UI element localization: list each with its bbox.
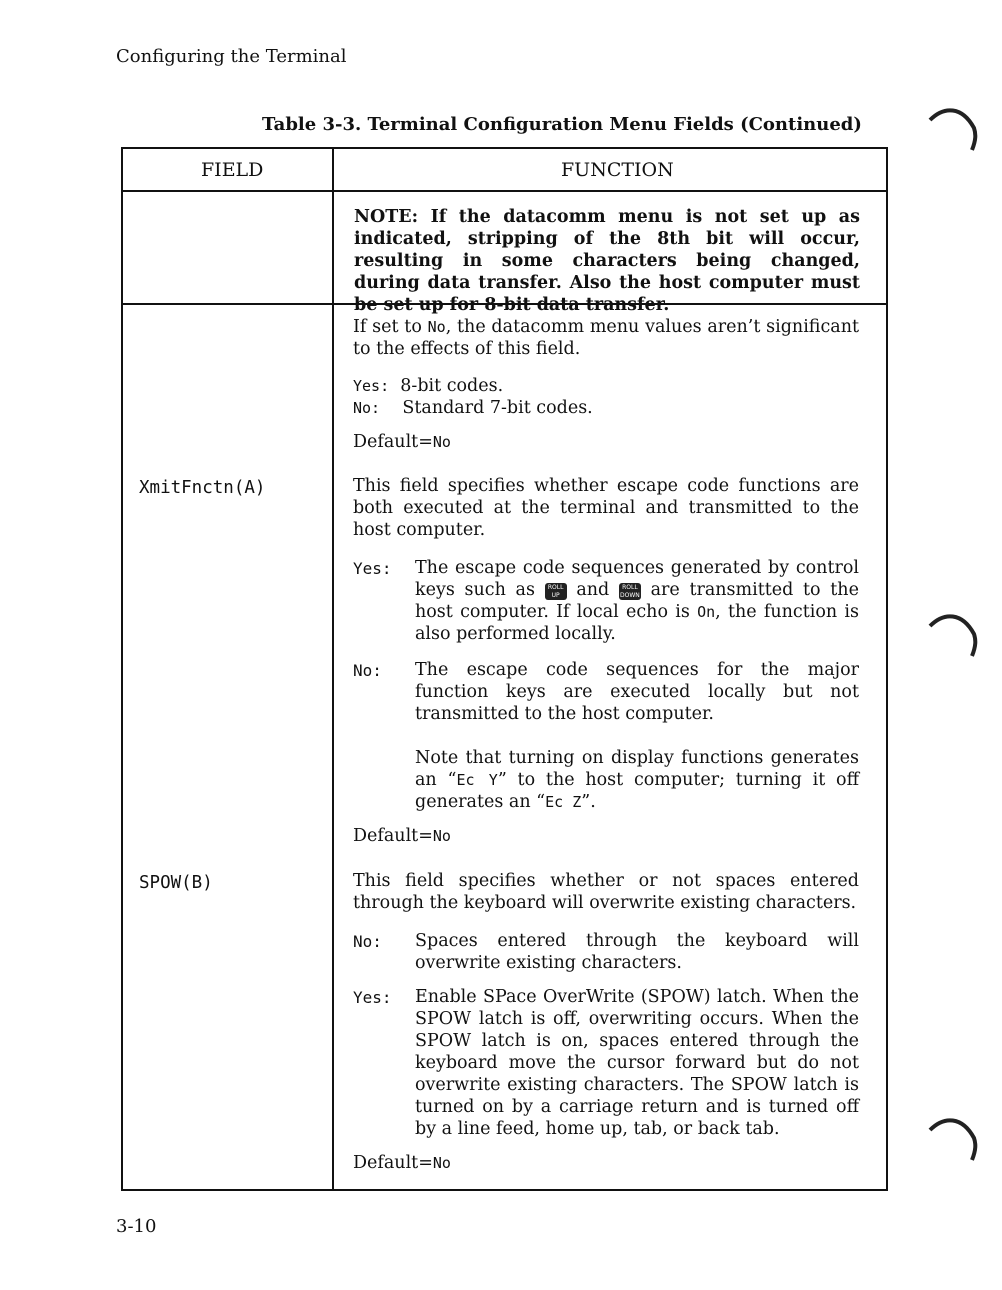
header-divider bbox=[123, 190, 886, 192]
row1-yes-label: Yes: bbox=[353, 559, 392, 578]
row0-default: Default=No bbox=[353, 432, 451, 452]
row2-no-label: No: bbox=[353, 932, 382, 951]
datacomm-note: NOTE: If the datacomm menu is not set up as indicated, stripping of the 8th bit will occur, resulting in some characters being changed, during data transfer. Also the host computer must be set up for 8-bit data transfer. bbox=[354, 207, 860, 315]
binding-mark bbox=[926, 1110, 982, 1166]
config-table bbox=[121, 147, 888, 1191]
row0-intro: If set to No, the datacomm menu values aren’t significant to the effects of this field. bbox=[353, 317, 859, 359]
running-header: Configuring the Terminal bbox=[116, 46, 347, 67]
row2-intro: This field specifies whether or not spaces entered through the keyboard will overwrite existing characters. bbox=[353, 871, 859, 913]
row2-no-desc: Spaces entered through the keyboard will overwrite existing characters. bbox=[415, 931, 859, 973]
row2-yes-label: Yes: bbox=[353, 988, 392, 1007]
row1-display-note: Note that turning on display functions generates an “Ec Y” to the host computer; turning it off generates an “Ec Z”. bbox=[415, 748, 860, 812]
table-caption: Table 3-3. Terminal Configuration Menu Fields (Continued) bbox=[262, 114, 862, 135]
row1-no-label: No: bbox=[353, 661, 382, 680]
row2-yes-desc: Enable SPace OverWrite (SPOW) latch. When the SPOW latch is off, overwriting occurs. When the SPOW latch is on, spaces entered through the keyboard move the cursor forward but do not overwrite existing characters. The SPOW latch is turned on by a carriage return and is turned off by a line feed, home up, tab, or back tab. bbox=[415, 987, 859, 1139]
column-header-function: FUNCTION bbox=[561, 159, 674, 181]
field-xmitfnctn: XmitFnctn(A) bbox=[139, 478, 266, 498]
field-spow: SPOW(B) bbox=[139, 873, 213, 893]
row1-yes-desc: The escape code sequences generated by control keys such as ROLL UP and ROLL DOWN are transmitted to the host computer. If local echo is On, the function is also performed locally. bbox=[415, 558, 859, 644]
roll-up-key-icon: ROLL UP bbox=[545, 583, 567, 600]
row2-default: Default=No bbox=[353, 1153, 451, 1173]
roll-down-key-icon: ROLL DOWN bbox=[620, 584, 640, 599]
row1-no-desc: The escape code sequences for the major function keys are executed locally but not transmitted to the host computer. bbox=[415, 660, 859, 724]
row1-default: Default=No bbox=[353, 826, 451, 846]
row1-intro: This field specifies whether escape code functions are both executed at the terminal and transmitted to the host computer. bbox=[353, 476, 859, 540]
binding-mark bbox=[926, 100, 982, 156]
binding-mark bbox=[926, 606, 982, 662]
page-number: 3-10 bbox=[116, 1216, 157, 1237]
column-divider bbox=[332, 149, 334, 1189]
row0-yes: Yes: 8-bit codes. bbox=[353, 376, 504, 396]
row0-no: No: Standard 7-bit codes. bbox=[353, 398, 593, 418]
column-header-field: FIELD bbox=[201, 159, 264, 181]
